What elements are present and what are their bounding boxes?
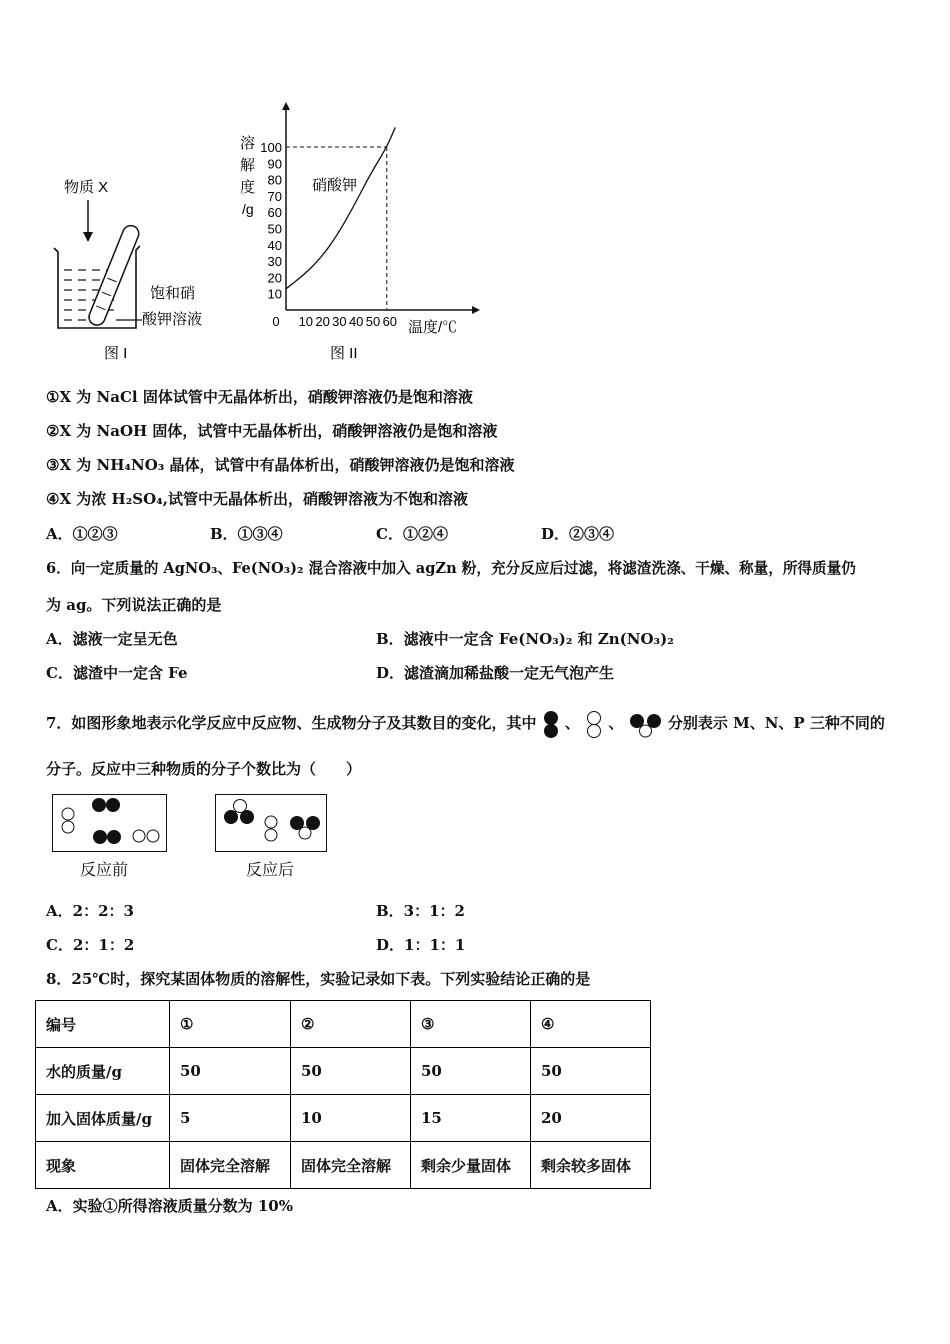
solubility-chart	[230, 100, 490, 370]
x-tick-label: 60	[382, 314, 398, 329]
potassium-nitrate-curve	[286, 127, 395, 288]
y-tick-label: 60	[267, 205, 282, 221]
q6-option-d: D．滤渣滴加稀盐酸一定无气泡产生	[376, 664, 615, 682]
q8-stem: 8．25℃时，探究某固体物质的溶解性，实验记录如下表。下列实验结论正确的是	[46, 970, 591, 988]
table-cell: 50	[531, 1048, 651, 1095]
table-cell: 剩余较多固体	[531, 1142, 651, 1189]
q5-option-b: B．①③④	[210, 525, 283, 543]
table-cell: 剩余少量固体	[411, 1142, 531, 1189]
reaction-after-box	[215, 794, 327, 852]
x-tick-label: 10	[298, 314, 314, 329]
ylabel-char: /g	[242, 201, 254, 217]
table-cell: 固体完全溶解	[291, 1142, 411, 1189]
y-tick-label: 80	[267, 172, 282, 188]
x-axis-label: 温度/℃	[408, 319, 458, 336]
table-cell: 现象	[36, 1142, 170, 1189]
q7-stem-part-a: 7．如图形象地表示化学反应中反应物、生成物分子及其数目的变化，其中	[46, 714, 537, 732]
q5-option-c: C．①②④	[376, 525, 448, 543]
molecule-p-icon	[629, 709, 663, 739]
q7-option-c: C．2：1：2	[46, 936, 135, 954]
q7-stem-line2: 分子。反应中三种物质的分子个数比为（ ）	[46, 760, 362, 778]
q7-sep: 、	[564, 714, 580, 732]
table-cell: ①	[170, 1001, 291, 1048]
q5-option-d: D．②③④	[541, 525, 615, 543]
table-cell: 编号	[36, 1001, 170, 1048]
q5-statement-4: ④X 为浓 H₂SO₄,试管中无晶体析出，硝酸钾溶液为不饱和溶液	[46, 490, 468, 508]
experiment-table	[35, 1000, 651, 1189]
x-tick-label: 0	[272, 314, 280, 329]
table-row	[36, 1001, 651, 1048]
y-tick-label: 10	[267, 286, 282, 302]
q5-statement-3: ③X 为 NH₄NO₃ 晶体，试管中有晶体析出，硝酸钾溶液仍是饱和溶液	[46, 456, 515, 474]
q6-stem-line2: 为 ag。下列说法正确的是	[46, 596, 222, 614]
q7-option-b: B．3：1：2	[376, 902, 465, 920]
x-tick-label: 50	[365, 314, 381, 329]
table-cell: 加入固体质量/g	[36, 1095, 170, 1142]
table-cell: 20	[531, 1095, 651, 1142]
q7-stem-line1	[46, 709, 885, 739]
ylabel-char: 度	[240, 179, 256, 196]
table-row	[36, 1142, 651, 1189]
table-cell: 水的质量/g	[36, 1048, 170, 1095]
q6-option-a: A．滤液一定呈无色	[46, 630, 178, 648]
y-tick-label: 90	[267, 156, 282, 172]
table-cell: 50	[170, 1048, 291, 1095]
q6-option-c: C．滤渣中一定含 Fe	[46, 664, 188, 682]
y-axis-arrow	[282, 102, 290, 110]
x-tick-label: 20	[315, 314, 330, 329]
figure-1-beaker	[40, 170, 240, 370]
table-cell: 15	[411, 1095, 531, 1142]
table-cell: 10	[291, 1095, 411, 1142]
x-axis-arrow	[472, 306, 480, 314]
solution-label-1: 饱和硝	[150, 285, 196, 302]
x-tick-label: 30	[332, 314, 347, 329]
table-row	[36, 1048, 651, 1095]
substance-x-label: 物质 X	[64, 179, 109, 196]
reaction-before-label: 反应前	[80, 862, 129, 879]
figure-1-caption: 图 I	[104, 345, 128, 362]
q7-option-d: D．1：1：1	[376, 936, 466, 954]
solution-label-2: 酸钾溶液	[142, 311, 203, 328]
reaction-after-label: 反应后	[246, 862, 295, 879]
table-cell: ④	[531, 1001, 651, 1048]
table-cell: 固体完全溶解	[170, 1142, 291, 1189]
y-tick-label: 70	[267, 188, 282, 204]
molecule-m-icon	[542, 709, 560, 739]
y-axis-label	[240, 135, 255, 217]
y-tick-label: 30	[267, 254, 282, 270]
x-tick-label: 40	[348, 314, 364, 329]
q7-option-a: A．2：2：3	[46, 902, 134, 920]
y-tick-label: 100	[260, 140, 282, 155]
reaction-before-box	[52, 794, 167, 852]
y-tick-label: 40	[267, 237, 282, 253]
ylabel-char: 溶	[240, 135, 256, 152]
figure-2-caption: 图 II	[330, 345, 358, 362]
y-tick-label: 20	[267, 270, 282, 286]
ylabel-char: 解	[240, 157, 256, 174]
y-tick-label: 50	[267, 221, 282, 237]
table-cell: 5	[170, 1095, 291, 1142]
q6-option-b: B．滤液中一定含 Fe(NO₃)₂ 和 Zn(NO₃)₂	[376, 630, 674, 648]
molecule-n-icon	[585, 709, 603, 739]
q6-stem-line1: 6．向一定质量的 AgNO₃、Fe(NO₃)₂ 混合溶液中加入 agZn 粉，充分反应后过滤，将滤渣洗涤、干燥、称量，所得质量仍	[46, 560, 856, 577]
table-row	[36, 1095, 651, 1142]
q5-statement-2: ②X 为 NaOH 固体，试管中无晶体析出，硝酸钾溶液仍是饱和溶液	[46, 422, 498, 440]
table-cell: ③	[411, 1001, 531, 1048]
q7-stem-part-b: 分别表示 M、N、P 三种不同的	[667, 714, 885, 732]
table-cell: 50	[411, 1048, 531, 1095]
q8-option-a: A．实验①所得溶液质量分数为 10%	[46, 1197, 293, 1215]
curve-label: 硝酸钾	[312, 177, 358, 194]
q5-option-a: A．①②③	[46, 525, 118, 543]
q7-sep: 、	[608, 714, 624, 732]
table-cell: ②	[291, 1001, 411, 1048]
table-cell: 50	[291, 1048, 411, 1095]
q5-statement-1: ①X 为 NaCl 固体试管中无晶体析出，硝酸钾溶液仍是饱和溶液	[46, 388, 473, 406]
